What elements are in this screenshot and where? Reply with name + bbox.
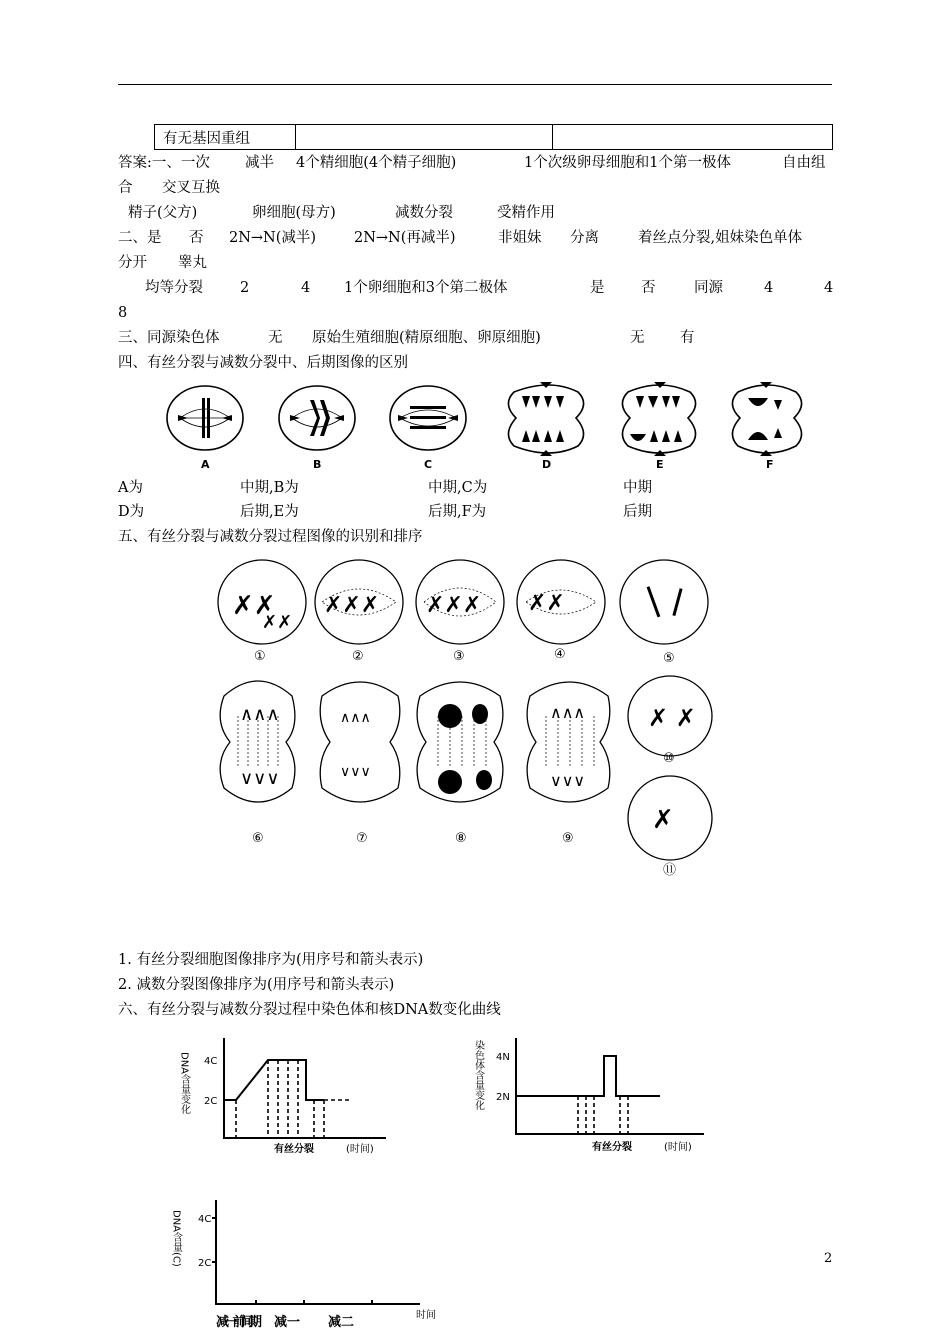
empty-cell — [553, 125, 833, 150]
svg-text:∨∨∨: ∨∨∨ — [550, 771, 586, 790]
answer-text: 答案:一、一次 — [118, 155, 210, 171]
svg-text:∧∧∧: ∧∧∧ — [240, 704, 280, 725]
x-axis-label: 有丝分裂 — [274, 1144, 314, 1155]
question-text: A为 — [118, 480, 143, 496]
cell-label: ③ — [453, 649, 465, 664]
dna-meiosis-chart — [170, 1196, 460, 1342]
answer-text: 受精作用 — [497, 205, 555, 221]
cell-label: C — [424, 458, 433, 471]
answer-text: 2N→N(再减半) — [354, 230, 456, 246]
cell-label: ⑩ — [663, 751, 675, 766]
answer-text: 否 — [189, 230, 204, 246]
x-axis-unit: 时间 — [416, 1310, 436, 1321]
comparison-table-row — [154, 124, 833, 150]
answer-text: 4 — [301, 280, 311, 296]
cell-label: ⑨ — [562, 831, 574, 846]
svg-text:✗✗✗: ✗✗✗ — [324, 593, 380, 618]
answer-text: 有 — [680, 330, 695, 346]
question-text: 后期 — [623, 504, 652, 520]
answer-text: 是 — [590, 280, 605, 296]
cell-label: ④ — [554, 647, 566, 662]
cell-label: ⑪ — [663, 863, 677, 878]
tick-label: 4N — [496, 1052, 510, 1063]
answer-text: 否 — [641, 280, 656, 296]
answer-text: 自由组 — [782, 155, 826, 171]
svg-text:✗ ✗: ✗ ✗ — [648, 704, 696, 732]
x-axis-label: 减一前间期 — [216, 1315, 262, 1330]
question-text: D为 — [118, 504, 145, 520]
cell-label: A — [201, 458, 210, 471]
tick-label: 2N — [496, 1092, 510, 1103]
cell-label: B — [313, 458, 322, 471]
question-text: 后期,F为 — [428, 504, 487, 520]
answer-text: 均等分裂 — [145, 280, 203, 296]
answer-text: 8 — [118, 305, 128, 321]
answer-text: 减半 — [245, 155, 274, 171]
empty-cell — [296, 125, 553, 150]
answer-text: 同源 — [694, 280, 723, 296]
answer-text: 无 — [630, 330, 645, 346]
y-axis-label: DNA含量变化 — [178, 1052, 190, 1115]
answer-text: 合 — [118, 180, 133, 196]
header-rule — [118, 84, 832, 85]
svg-text:✗✗: ✗✗ — [528, 591, 565, 616]
section4-title: 四、有丝分裂与减数分裂中、后期图像的区别 — [118, 355, 408, 371]
section5-title: 五、有丝分裂与减数分裂过程图像的识别和排序 — [118, 529, 423, 545]
cell-label: ⑤ — [663, 651, 675, 666]
answer-text: 1个卵细胞和3个第二极体 — [344, 280, 508, 296]
svg-text:✗: ✗ — [652, 805, 674, 835]
cell-label: F — [766, 458, 774, 471]
answer-text: 睾丸 — [178, 255, 207, 271]
tick-label: 2C — [204, 1096, 218, 1107]
answer-text: 精子(父方) — [128, 205, 198, 221]
question-text: 后期,E为 — [240, 504, 299, 520]
x-axis-label: 减二 — [328, 1315, 355, 1330]
answer-text: 二、是 — [118, 230, 162, 246]
y-axis-label: DNA含量(C) — [170, 1210, 182, 1267]
cell-label: ⑥ — [252, 831, 264, 846]
section5-question: 2. 减数分裂图像排序为(用序号和箭头表示) — [118, 977, 395, 993]
answer-text: 4 — [764, 280, 774, 296]
answer-text: 交叉互换 — [162, 180, 220, 196]
answer-text: 1个次级卵母细胞和1个第一极体 — [524, 155, 731, 171]
answer-text: 4个精细胞(4个精子细胞) — [296, 155, 457, 171]
section6-title: 六、有丝分裂与减数分裂过程中染色体和核DNA数变化曲线 — [118, 1002, 501, 1018]
svg-text:✗✗✗: ✗✗✗ — [426, 593, 482, 618]
answer-text: 减数分裂 — [395, 205, 453, 221]
x-axis-label: 有丝分裂 — [592, 1142, 632, 1153]
answer-text: 非姐妹 — [498, 230, 542, 246]
answer-text: 着丝点分裂,姐妹染色单体 — [638, 230, 803, 246]
dna-mitosis-chart — [176, 1030, 396, 1158]
cell-phase-figure — [160, 378, 820, 474]
section5-question: 1. 有丝分裂细胞图像排序为(用序号和箭头表示) — [118, 952, 424, 968]
svg-text:∨∨∨: ∨∨∨ — [340, 764, 371, 780]
answer-text: 原始生殖细胞(精原细胞、卵原细胞) — [312, 330, 541, 346]
x-axis-label: 减一 — [274, 1315, 301, 1330]
cell-label: ⑦ — [356, 831, 368, 846]
x-axis-unit: (时间) — [664, 1142, 692, 1153]
tick-label: 4C — [204, 1056, 218, 1067]
question-text: 中期 — [623, 480, 652, 496]
answer-text: 三、同源染色体 — [118, 330, 220, 346]
chromosome-mitosis-chart — [474, 1030, 714, 1158]
answer-text: 4 — [824, 280, 834, 296]
answer-text: 卵细胞(母方) — [252, 205, 336, 221]
x-axis-unit: (时间) — [346, 1144, 374, 1155]
svg-text:∨∨∨: ∨∨∨ — [240, 768, 280, 789]
cell-label: ② — [352, 649, 364, 664]
answer-text: 无 — [268, 330, 283, 346]
page-number: 2 — [824, 1251, 833, 1266]
answer-text: 2N→N(减半) — [229, 230, 317, 246]
cell-label: E — [656, 458, 664, 471]
cell-label: D — [542, 458, 552, 471]
answer-text: 2 — [240, 280, 250, 296]
answer-text: 分开 — [118, 255, 147, 271]
tick-label: 4C — [198, 1214, 212, 1225]
y-axis-label: 染色体含量变化 — [472, 1040, 484, 1110]
row-label: 有无基因重组 — [155, 125, 296, 150]
svg-text:✗✗: ✗✗ — [262, 612, 293, 633]
svg-text:∧∧∧: ∧∧∧ — [550, 703, 586, 722]
svg-text:✗✗: ✗✗ — [232, 591, 276, 621]
question-text: 中期,B为 — [240, 480, 299, 496]
cell-label: ① — [254, 649, 266, 664]
question-text: 中期,C为 — [428, 480, 488, 496]
svg-text:∧∧∧: ∧∧∧ — [340, 710, 371, 726]
answer-text: 分离 — [570, 230, 599, 246]
tick-label: 2C — [198, 1258, 212, 1269]
cell-sequence-figure — [212, 556, 722, 878]
cell-label: ⑧ — [455, 831, 467, 846]
